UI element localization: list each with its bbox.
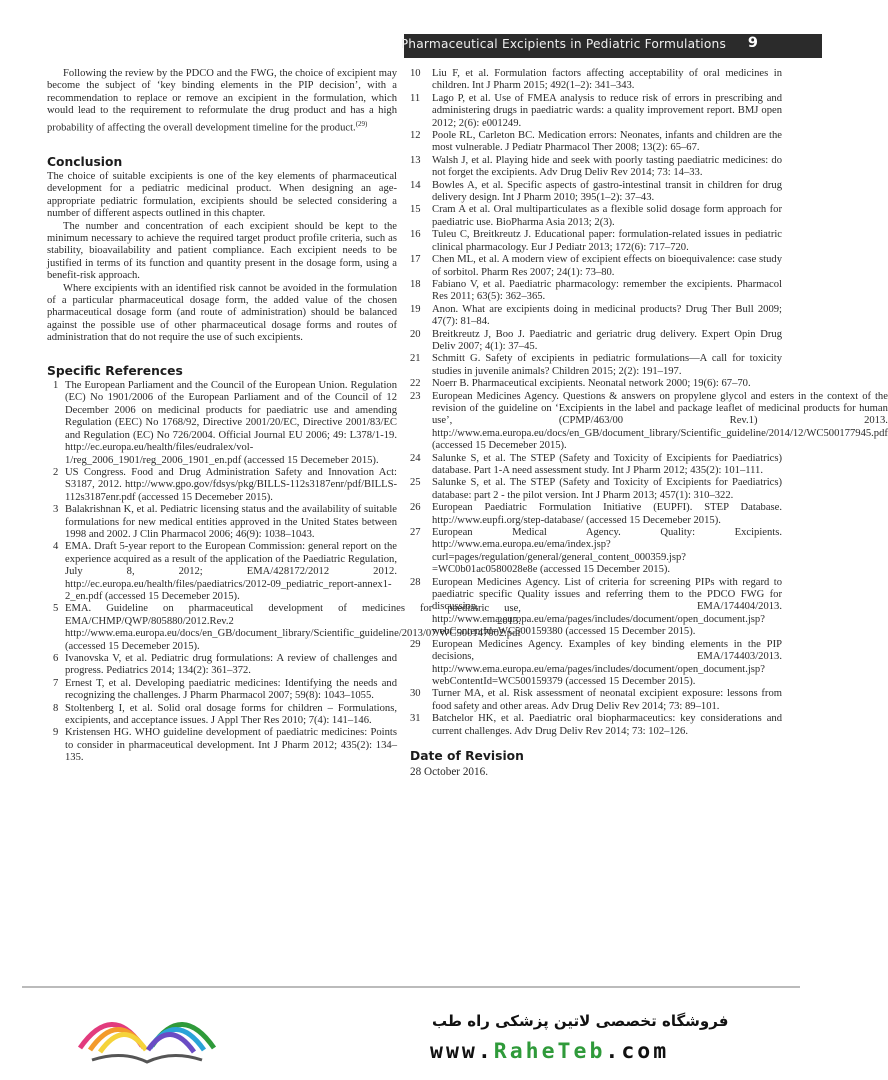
reference-item	[410, 254, 782, 279]
reference-text: Poole RL, Carleton BC. Medication errors: Neonates, infants and children are the most vulnerable. J Pediatr Pharmacol Ther 2008; 13(2): 65–67.	[432, 130, 782, 154]
reference-item	[410, 155, 782, 180]
reference-item	[410, 68, 782, 93]
reference-text: Bowles A, et al. Specific aspects of gastro-intestinal transit in children for drug delivery design. Int J Pharm 2010; 395(1–2): 37–43.	[432, 179, 782, 204]
reference-item	[410, 577, 782, 639]
reference-item	[410, 639, 782, 689]
reference-number: 26	[410, 502, 421, 514]
reference-text: EMA. Guideline on pharmaceutical development of medicines for paediatric use, EMA/CHMP/QWP/805880/2012.Rev.2 2013. http://www.ema.europa.eu/docs/en_GB/document_library/Scientific_guideline/2013/07/WC500147002.pdf (accessed 15 Decemeber 2015).	[65, 603, 521, 652]
reference-item	[410, 527, 782, 577]
reference-item	[410, 93, 782, 130]
book-logo-icon	[72, 998, 222, 1074]
reference-number: 18	[410, 278, 421, 290]
reference-text: European Medicines Agency. Questions & answers on propylene glycol and esters in the context of the revision of the guideline on ‘Excipients in the label and package leaflet of medicinal products for human use’, (CPMP/463/00 Rev.1) 2013. http://www.ema.europa.eu/docs/en_GB/document_library/Scientific_guideline/2014/12/WC500177945.pdf (accessed 15 Decemeber 2015).	[432, 390, 888, 452]
reference-item	[410, 453, 782, 478]
bottom-rule	[22, 986, 800, 988]
reference-item	[47, 504, 397, 541]
reference-number: 8	[53, 702, 59, 714]
reference-number: 16	[410, 229, 421, 241]
reference-item	[47, 541, 397, 603]
reference-item	[47, 678, 397, 703]
reference-text: Ivanovska V, et al. Pediatric drug formulations: A review of challenges and progress. Pediatrics 2014; 134(2): 361–372.	[65, 653, 397, 677]
reference-number: 3	[53, 504, 59, 516]
reference-item	[410, 329, 782, 354]
reference-list	[410, 68, 888, 738]
reference-text: Ernest T, et al. Developing paediatric medicines: Identifying the needs and recognizing the challenges. J Pharm Pharmacol 2007; 59(8): 1043–1055.	[65, 677, 397, 702]
reference-item	[410, 353, 782, 378]
reference-text: Chen ML, et al. A modern view of excipient effects on bioequivalence: case study of sorbitol. Pharm Res 2007; 24(1): 73–80.	[432, 254, 782, 278]
reference-number: 6	[53, 653, 59, 664]
revision-heading: Date of Revision	[410, 748, 524, 763]
footer-store-name: فروشگاه تخصصی لاتین پزشکی راه طب	[432, 1012, 729, 1030]
reference-number: 1	[53, 380, 59, 392]
reference-number: 10	[410, 68, 421, 79]
reference-text: Salunke S, et al. The STEP (Safety and Toxicity of Excipients for Paediatrics) database. Part 1-A need assessment study. Int J Pharm 2012; 435(2): 101–111.	[432, 452, 782, 476]
reference-item	[410, 477, 782, 502]
reference-item	[47, 467, 397, 504]
reference-text: Tuleu C, Breitkreutz J. Educational paper: formulation-related issues in pediatric clinical pharmacology. Eur J Pediatr 2013; 172(6): 717–720.	[432, 229, 782, 253]
footer-banner	[0, 990, 822, 1080]
reference-item	[410, 229, 782, 254]
reference-number: 30	[410, 688, 421, 700]
reference-text: Fabiano V, et al. Paediatric pharmacology: remember the excipients. Pharmacol Res 2011; 63(5): 362–365.	[432, 278, 782, 303]
reference-text: Noerr B. Pharmaceutical excipients. Neonatal network 2000; 19(6): 67–70.	[432, 378, 751, 390]
conclusion-paragraph: The number and concentration of each excipient should be kept to the minimum necessary to achieve the required target product profile criteria, such as stability, bioavailability and patient compliance. Each excipient needs to be justified in terms of its function and quantity present in the dosage form, using a benefit-risk approach.	[47, 220, 397, 282]
reference-text: Turner MA, et al. Risk assessment of neonatal excipient exposure: lessons from food safety and other areas. Adv Drug Deliv Rev 2014; 73: 89–101.	[432, 688, 782, 712]
reference-item	[410, 713, 782, 738]
reference-text: Liu F, et al. Formulation factors affecting acceptability of oral medicines in children. Int J Pharm 2015; 492(1–2): 341–343.	[432, 68, 782, 92]
reference-number: 15	[410, 204, 421, 216]
reference-number: 12	[410, 130, 421, 142]
reference-number: 23	[410, 390, 421, 402]
references-heading: Specific References	[47, 363, 183, 378]
reference-item	[410, 130, 782, 155]
reference-number: 20	[410, 328, 421, 340]
reference-number: 7	[53, 677, 59, 689]
reference-number: 13	[410, 154, 421, 166]
reference-number: 14	[410, 179, 421, 191]
reference-number: 11	[410, 92, 421, 104]
reference-text: Stoltenberg I, et al. Solid oral dosage forms for children – Formulations, excipients, and acceptance issues. J Appl Ther Res 2010; 7(4): 141–146.	[65, 702, 397, 727]
reference-text: European Paediatric Formulation Initiative (EUPFI). STEP Database. http://www.eupfi.org/step-database/ (accessed 15 Decemeber 2015).	[432, 502, 782, 526]
reference-item	[47, 703, 397, 728]
running-header-title: Pharmaceutical Excipients in Pediatric Formulations	[400, 37, 726, 51]
reference-number: 27	[410, 527, 421, 539]
reference-text: European Medicines Agency. List of criteria for screening PIPs with regard to paediatric specific Quality issues and referring them to the PDCO FWG for discussion, EMA/174404/2013. http://www.ema.europa.eu/ema/pages/includes/document/open_document.jsp?webContentId=WC500159380 (accessed 15 December 2015).	[432, 576, 782, 638]
reference-text: Salunke S, et al. The STEP (Safety and Toxicity of Excipients for Paediatrics) database: part 2 - the pilot version. Int J Pharm 2013; 457(1): 310–322.	[432, 477, 782, 501]
intro-paragraph: Following the review by the PDCO and the FWG, the choice of excipient may become the subject of ‘key binding elements in the PIP decision’, with a recommendation to replace or remove an excipient in the formulation, which would lead to the requirement to reformulate the drug product and has a high probability of affecting the overall development timeline for the product.$^{(29)}$	[47, 68, 397, 134]
reference-item	[410, 378, 782, 390]
reference-text: Breitkreutz J, Boo J. Paediatric and geriatric drug delivery. Expert Opin Drug Deliv 2007; 4(1): 37–45.	[432, 328, 782, 352]
reference-number: 9	[53, 727, 59, 739]
reference-item	[47, 380, 397, 467]
reference-text: The European Parliament and the Council of the European Union. Regulation (EC) No 1901/2006 of the European Parliament and of the Council of 12 December 2006 on medicinal products for paediatric use and amending Regulation (EEC) No 1768/92, Directive 2001/20/EC, Directive 2001/83/EC and Regulation (EC) No 726/2004. Official Journal EU 2006; 49: L378/1-19. http://ec.europa.eu/health/files/eudralex/vol-1/reg_2006_1901/reg_2006_1901_en.pdf (accessed 15 Decemeber 2015).	[65, 380, 397, 466]
reference-item	[47, 727, 397, 764]
reference-item	[47, 653, 397, 678]
reference-number: 28	[410, 576, 421, 588]
reference-number: 4	[53, 541, 59, 553]
reference-text: Batchelor HK, et al. Paediatric oral biopharmaceutics: key considerations and current challenges. Adv Drug Deliv Rev 2014; 73: 102–126.	[432, 713, 782, 737]
reference-item	[410, 688, 782, 713]
reference-item	[410, 304, 782, 329]
reference-number: 17	[410, 254, 421, 266]
reference-number: 2	[53, 466, 59, 478]
conclusion-paragraph: Where excipients with an identified risk cannot be avoided in the formulation of a particular pharmaceutical dosage form, the added value of the chosen pharmaceutical dosage form (and route of administration) should be balanced against the possible use of other pharmaceutical dosage forms and routes of administration that do not require the use of such excipients.	[47, 282, 397, 344]
right-column	[410, 68, 888, 779]
reference-item	[410, 180, 782, 205]
reference-text: Kristensen HG. WHO guideline development of paediatric medicines: Points to consider in pharmaceutical development. Int J Pharm 2012; 435(2): 134–135.	[65, 727, 397, 764]
reference-item	[410, 502, 782, 527]
reference-text: Walsh J, et al. Playing hide and seek with poorly tasting paediatric medicines: do not forget the excipients. Adv Drug Deliv Rev 2014; 73: 14–33.	[432, 154, 782, 179]
reference-item	[410, 390, 888, 453]
reference-text: Anon. What are excipients doing in medicinal products? Drug Ther Bull 2009; 47(7): 81–84.	[432, 303, 782, 328]
reference-text: European Medicines Agency. Examples of key binding elements in the PIP decisions, EMA/174403/2013. http://www.ema.europa.eu/ema/pages/includes/document/open_document.jsp?webContentId=WC500159379 (accessed 15 December 2015).	[432, 638, 782, 687]
reference-text: US Congress. Food and Drug Administration Safety and Innovation Act: S3187, 2012. http://www.gpo.gov/fdsys/pkg/BILLS-112s3187enr/pdf/BILLS-112s3187enr.pdf (accessed 15 Decemeber 2015).	[65, 466, 397, 503]
reference-item	[410, 279, 782, 304]
reference-number: 24	[410, 452, 421, 464]
conclusion-heading: Conclusion	[47, 154, 123, 169]
reference-number: 5	[53, 603, 59, 615]
reference-number: 25	[410, 477, 421, 489]
revision-date: 28 October 2016.	[410, 766, 488, 779]
reference-text: European Medical Agency. Quality: Excipients. http://www.ema.europa.eu/ema/index.jsp?curl=pages/regulation/general/general_content_000359.jsp?=WC0b01ac0580028e8e (accessed 15 December 2015).	[432, 527, 782, 576]
reference-text: Lago P, et al. Use of FMEA analysis to reduce risk of errors in prescribing and administering drugs in paediatric wards: a quality improvement report. BMJ open 2012; 2(6): e001249.	[432, 92, 782, 129]
reference-item	[410, 204, 782, 229]
reference-text: Schmitt G. Safety of excipients in pediatric formulations—A call for toxicity studies in juvenile animals? Children 2015; 2(2): 191–197.	[432, 353, 782, 377]
page-number: 9	[747, 35, 758, 51]
reference-number: 19	[410, 303, 421, 315]
reference-number: 21	[410, 353, 421, 365]
footer-url: www.RaheTeb.com	[430, 1039, 670, 1064]
reference-number: 31	[410, 713, 421, 725]
running-header	[0, 34, 822, 58]
reference-text: Balakrishnan K, et al. Pediatric licensing status and the availability of suitable formulations for new medical entities approved in the United States between 1998 and 2002. J Clin Pharmacol 2006; 46(9): 1038–1043.	[65, 504, 397, 540]
reference-number: 22	[410, 378, 421, 390]
conclusion-paragraph: The choice of suitable excipients is one of the key elements of pharmaceutical development for a pediatric medicinal product. When designing an age-appropriate pediatric formulation, excipients should be selected considering a number of different aspects outlined in this chapter.	[47, 170, 397, 220]
reference-text: Cram A et al. Oral multiparticulates as a flexible solid dosage form approach for paediatric use. BioPharma Asia 2013; 2(3).	[432, 204, 782, 228]
reference-number: 29	[410, 638, 421, 650]
reference-text: EMA. Draft 5-year report to the European Commission: general report on the experience acquired as a result of the application of the Paediatric Regulation, July 8, 2012; EMA/428172/2012 2012. http://ec.europa.eu/health/files/paediatrics/2012-09_pediatric_report-annex1-2_en.pdf (accessed 15 Decemeber 2015).	[65, 541, 397, 602]
